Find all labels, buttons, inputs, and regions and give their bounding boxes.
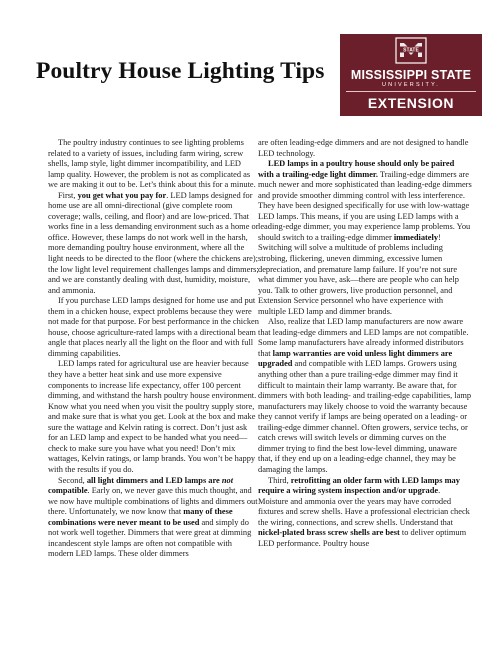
bold-text: compatible xyxy=(48,486,88,496)
body-text: are often leading-edge dimmers and are not designed to handle LED technology. xyxy=(258,138,469,158)
body-paragraph xyxy=(258,138,472,159)
body-text: and simply do not work well together. Dimmers that were great at dimming incandescent style lamps are often not compatible with modern LED lamps. These older dimmers xyxy=(48,517,252,559)
msu-extension-logo xyxy=(340,34,482,116)
bold-text: LED lamps in a poultry house should only be paired with a trailing-edge light dimmer. xyxy=(258,159,455,179)
body-text: The poultry industry continues to see lighting problems related to a variety of issues, including farm wiring, screw shells, lamp style, light dimmer incompatibility, and LED lamp quality. However, the problem is not as complicated as we are making it out to be. Let’s think about this for a minute. xyxy=(48,138,256,190)
bold-text: nickel-plated brass screw shells are best xyxy=(258,528,400,538)
bold-text: retrofitting an older farm with LED lamps may require a wiring system inspection and/or upgrade xyxy=(258,475,460,496)
bold-text: you get what you pay for xyxy=(77,190,167,200)
msu-seal-icon xyxy=(395,37,427,64)
page-title: Poultry House Lighting Tips xyxy=(36,58,325,84)
body-text: . Early on, we never gave this much thought, and we now have multiple combinations of lights and dimmers out there. Unfortunately, we now know that xyxy=(48,486,258,517)
university-name: MISSISSIPPI STATE xyxy=(350,68,472,82)
body-paragraph xyxy=(48,359,259,475)
body-paragraph xyxy=(48,476,259,560)
left-column xyxy=(48,138,259,560)
right-column xyxy=(258,138,472,549)
university-subtitle: UNIVERSITY. xyxy=(381,82,441,88)
body-text: Trailing-edge dimmers are much newer and more sophisticated than leading-edge dimmers and provide smoother dimming control with less interference. They have been designed specifically for use with low-wattage LED lamps. This means, if you are using LED lamps with a leading-edge dimmer, you may experience lamp problems. You should switch to a trailing-edge dimmer xyxy=(258,169,472,242)
bold-text: immediately xyxy=(393,232,439,242)
body-text: to deliver optimum LED performance. Poultry house xyxy=(258,528,467,548)
body-text: . LED lamps designed for home use are all omni-directional (give complete room coverage; walls, ceiling, and floor) and are low-priced. That works fine in a less demanding environment such as a home or office. However, these lamps do not work well in the harsh, more demanding poultry house environment, where all the light needs to be directed to the floor (where the chickens are); the low light level requirement challenges lamps and dimmers; and we are constantly dealing with dust, humidity, moisture, and ammonia. xyxy=(48,190,259,295)
logo-divider xyxy=(346,91,476,92)
body-text: Also, realize that LED lamp manufacturers are now aware that leading-edge dimmers and LED lamps are not compatible. Some lamp manufacturers have already informed distributors that xyxy=(258,317,469,358)
body-text: Third, xyxy=(268,475,291,485)
bold-text: lamp warranties are void unless light dimmers are upgraded xyxy=(258,348,453,369)
seal-text: STATE xyxy=(403,47,419,54)
body-text: Second, xyxy=(58,475,87,485)
body-paragraph xyxy=(48,296,259,359)
body-text: First, xyxy=(58,190,78,200)
bold-text: not xyxy=(221,475,234,485)
body-text: If you purchase LED lamps designed for home use and put them in a chicken house, expect problems because they were not made for that purpose. For best performance in the chicken house, choose agriculture-rated lamps with a directional beam angle that places nearly all the light on the floor and with full dimming capabilities. xyxy=(48,296,259,358)
body-paragraph xyxy=(48,138,259,191)
body-text: and compatible with LED lamps. Growers using anything other than a pure trailing-edge dimmer may find it difficult to maintain their lamp warranty. Be aware that, for dimmers with both leading- and trailing-edge capabilities, lamp manufacturers may likely choose to void the warranty because they cannot verify if lamps are being operated on a leading- or trailing-edge dimmer channel. Often growers, service techs, or catch crews will switch levels or dimming curves on the dimmer trying to find the best low-level dimming, unaware that, if they end up on a leading-edge channel, they may be damaging the lamps. xyxy=(258,359,472,474)
extension-label: EXTENSION xyxy=(367,95,455,111)
body-paragraph xyxy=(258,159,472,317)
body-paragraph xyxy=(48,191,259,296)
bold-text: many of these combinations were never meant to be used xyxy=(48,507,233,527)
body-paragraph xyxy=(258,317,472,475)
body-text: LED lamps rated for agricultural use are heavier because they have a better heat sink and use more expensive components to increase life expectancy, offer 100 percent dimming, and withstand the harsh poultry house environment. Know what you need when you visit the poultry supply store, and make sure that is what you get. Look at the box and make sure the wattage and Kelvin rating is correct. Don’t just ask for an LED lamp and expect to be handed what you need—check to make sure you have what you need! Don’t mix wattages, Kelvin ratings, or lamp brands. You won’t be happy with the results if you do. xyxy=(48,359,257,474)
body-paragraph xyxy=(258,476,472,550)
body-text: ! Switching will solve a multitude of problems including strobing, flickering, uneven dimming, excessive lumen depreciation, and premature lamp failure. If you’re not sure what dimmer you have, ask—there are people who can help you. Talk to other growers, live production personnel, and Extension Service personnel who have experience with multiple LED lamp and dimmer brands. xyxy=(258,232,459,316)
bold-text: all light dimmers and LED lamps are xyxy=(86,475,222,485)
body-text: . Moisture and ammonia over the years may have corroded fixtures and screw shells. Have a professional electrician check the wiring, connections, and screw shells. Understand that xyxy=(258,486,470,527)
